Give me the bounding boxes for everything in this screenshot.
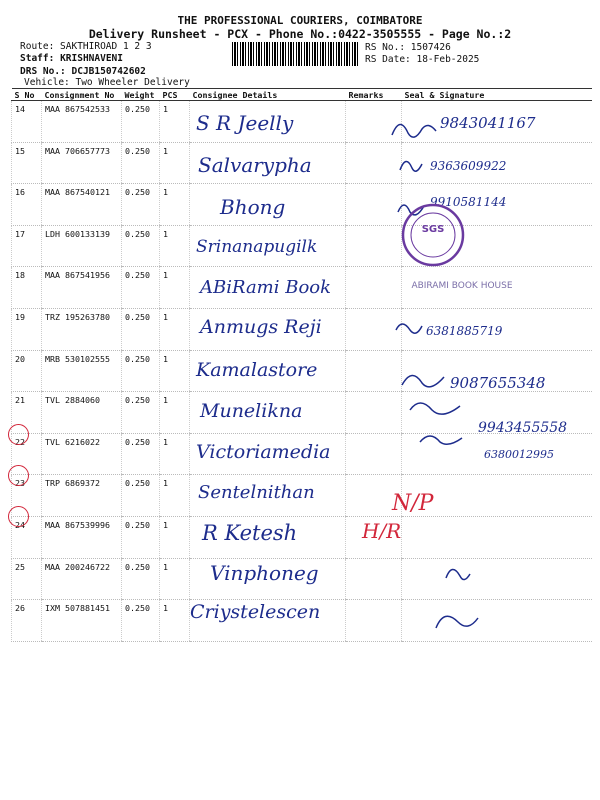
remark-hr: H/R xyxy=(362,519,402,543)
sno: 26 xyxy=(12,600,42,642)
signature-phone: 9363609922 xyxy=(430,159,507,173)
sno: 14 xyxy=(12,101,42,143)
staff-label: Staff: xyxy=(20,53,55,64)
consignment-no: LDH 600133139 xyxy=(42,225,122,267)
pcs: 1 xyxy=(160,516,190,558)
consignment-no: IXM 507881451 xyxy=(42,600,122,642)
col-pcs: PCS xyxy=(160,89,190,101)
consignment-no: TRP 6869372 xyxy=(42,475,122,517)
handwritten-consignee: ABiRami Book xyxy=(200,277,332,298)
pcs: 1 xyxy=(160,308,190,350)
consignment-no: MAA 867542533 xyxy=(42,101,122,143)
sno: 23 xyxy=(12,475,42,517)
signature-phone: 9087655348 xyxy=(450,374,546,392)
handwritten-consignee: Salvarypha xyxy=(198,153,312,177)
consignment-no: MAA 867541956 xyxy=(42,267,122,309)
signature-phone: 9843041167 xyxy=(440,114,536,132)
weight: 0.250 xyxy=(122,558,160,600)
weight: 0.250 xyxy=(122,600,160,642)
col-weight: Weight xyxy=(122,89,160,101)
consignment-no: MAA 867539996 xyxy=(42,516,122,558)
company-title: THE PROFESSIONAL COURIERS, COIMBATORE xyxy=(177,14,423,27)
rs-number: RS No.: 1507426 xyxy=(365,42,451,53)
consignment-no: MAA 706657773 xyxy=(42,142,122,184)
col-signature: Seal & Signature xyxy=(402,89,592,101)
sno: 22 xyxy=(12,433,42,475)
signature-phone: 9910581144 xyxy=(430,195,507,209)
pcs: 1 xyxy=(160,101,190,143)
weight: 0.250 xyxy=(122,101,160,143)
pcs: 1 xyxy=(160,433,190,475)
weight: 0.250 xyxy=(122,392,160,434)
pcs: 1 xyxy=(160,600,190,642)
handwritten-consignee: Anmugs Reji xyxy=(200,316,322,338)
col-consignee: Consignee Details xyxy=(190,89,346,101)
sno: 18 xyxy=(12,267,42,309)
pcs: 1 xyxy=(160,267,190,309)
col-consignment: Consignment No xyxy=(42,89,122,101)
consignment-no: MRB 530102555 xyxy=(42,350,122,392)
consignment-no: TVL 2884060 xyxy=(42,392,122,434)
signature-scribble xyxy=(400,161,422,171)
handwritten-consignee: Victoriamedia xyxy=(196,441,331,463)
runsheet-title: Delivery Runsheet - PCX - Phone No.:0422-3505555 - Page No.:2 xyxy=(88,27,512,41)
vehicle-label: Vehicle: Two Wheeler Delivery xyxy=(24,77,190,88)
weight: 0.250 xyxy=(122,308,160,350)
signature-scribble xyxy=(436,616,478,628)
weight: 0.250 xyxy=(122,433,160,475)
handwritten-consignee: Vinphoneg xyxy=(210,561,319,585)
handwritten-consignee: Srinanapugilk xyxy=(196,237,318,257)
col-sno: S No xyxy=(12,89,42,101)
pcs: 1 xyxy=(160,392,190,434)
sno: 19 xyxy=(12,308,42,350)
handwritten-consignee: Criystelescen xyxy=(190,601,321,623)
weight: 0.250 xyxy=(122,475,160,517)
consignment-no: TRZ 195263780 xyxy=(42,308,122,350)
weight: 0.250 xyxy=(122,350,160,392)
handwritten-consignee: Sentelnithan xyxy=(198,482,315,503)
weight: 0.250 xyxy=(122,516,160,558)
pcs: 1 xyxy=(160,558,190,600)
sno: 24 xyxy=(12,516,42,558)
pcs: 1 xyxy=(160,475,190,517)
sno: 20 xyxy=(12,350,42,392)
consignment-no: TVL 6216022 xyxy=(42,433,122,475)
round-stamp xyxy=(403,205,463,265)
drs-number: DCJB150742602 xyxy=(71,66,146,77)
sno: 16 xyxy=(12,184,42,226)
round-stamp-inner xyxy=(411,213,455,257)
stamp-text: SGS xyxy=(421,224,445,235)
signature-phone: 6380012995 xyxy=(484,448,554,461)
weight: 0.250 xyxy=(122,267,160,309)
handwritten-consignee: Kamalastore xyxy=(196,359,318,381)
rs-date: RS Date: 18-Feb-2025 xyxy=(365,54,480,65)
drs-label: DRS No.: xyxy=(20,66,66,77)
pcs: 1 xyxy=(160,350,190,392)
signature-scribble xyxy=(420,436,462,444)
signature-phone: 6381885719 xyxy=(426,324,503,338)
handwritten-consignee: S R Jeelly xyxy=(196,111,294,135)
sno: 17 xyxy=(12,225,42,267)
handwritten-consignee: R Ketesh xyxy=(202,521,298,545)
signature-scribble xyxy=(446,569,470,579)
consignment-no: MAA 867540121 xyxy=(42,184,122,226)
handwritten-consignee: Munelikna xyxy=(200,400,303,422)
weight: 0.250 xyxy=(122,142,160,184)
pcs: 1 xyxy=(160,142,190,184)
signature-scribble xyxy=(396,324,422,333)
col-remarks: Remarks xyxy=(346,89,402,101)
signature-scribble xyxy=(402,375,444,386)
staff-name: KRISHNAVENI xyxy=(60,53,123,64)
sno: 25 xyxy=(12,558,42,600)
signature-scribble xyxy=(392,124,436,137)
route-label: Route: SAKTHIROAD 1 2 3 xyxy=(20,41,152,52)
sno: 21 xyxy=(12,392,42,434)
consignment-no: MAA 200246722 xyxy=(42,558,122,600)
pcs: 1 xyxy=(160,225,190,267)
weight: 0.250 xyxy=(122,225,160,267)
signature-phone: 9943455558 xyxy=(478,420,568,436)
weight: 0.250 xyxy=(122,184,160,226)
sno: 15 xyxy=(12,142,42,184)
shop-stamp: ABIRAMI BOOK HOUSE xyxy=(411,281,513,291)
signature-scribble xyxy=(410,403,460,414)
pcs: 1 xyxy=(160,184,190,226)
handwritten-consignee: Bhong xyxy=(220,195,286,219)
remark-np: N/P xyxy=(392,491,434,516)
